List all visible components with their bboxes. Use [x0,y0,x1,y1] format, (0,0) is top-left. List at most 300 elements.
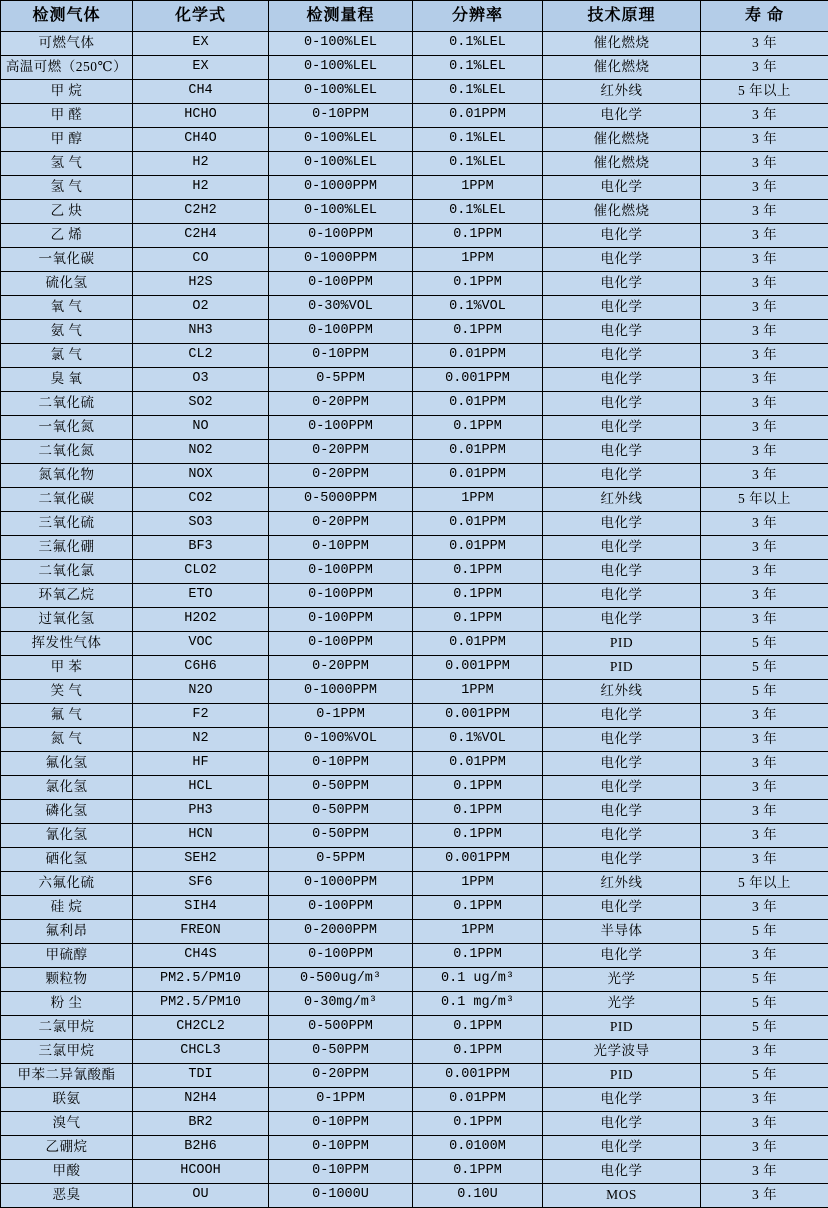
cell-formula: C2H4 [133,224,269,248]
cell-life: 3 年 [701,1184,828,1208]
cell-range: 0-5PPM [269,848,413,872]
cell-gas: 氯化氢 [1,776,133,800]
cell-life: 3 年 [701,584,828,608]
cell-principle: 电化学 [543,536,701,560]
cell-life: 3 年 [701,848,828,872]
cell-principle: 电化学 [543,584,701,608]
cell-formula: SO2 [133,392,269,416]
cell-range: 0-100PPM [269,608,413,632]
cell-principle: 光学 [543,992,701,1016]
table-row [1,224,828,248]
table-row [1,320,828,344]
cell-range: 0-100PPM [269,632,413,656]
table-row [1,1016,828,1040]
cell-formula: CH4O [133,128,269,152]
table-row [1,176,828,200]
cell-life: 3 年 [701,152,828,176]
cell-formula: HCN [133,824,269,848]
cell-gas: 过氧化氢 [1,608,133,632]
cell-resolution: 1PPM [413,920,543,944]
cell-formula: HF [133,752,269,776]
cell-principle: 电化学 [543,440,701,464]
table-row [1,128,828,152]
cell-formula: H2O2 [133,608,269,632]
cell-formula: SEH2 [133,848,269,872]
cell-resolution: 0.01PPM [413,440,543,464]
cell-gas: 臭 氧 [1,368,133,392]
cell-gas: 高温可燃（250℃） [1,56,133,80]
cell-resolution: 0.1 ug/m³ [413,968,543,992]
cell-formula: CO [133,248,269,272]
cell-principle: PID [543,1016,701,1040]
table-row [1,920,828,944]
table-row [1,416,828,440]
cell-resolution: 0.01PPM [413,392,543,416]
cell-principle: 电化学 [543,560,701,584]
cell-gas: 联氨 [1,1088,133,1112]
cell-gas: 二氧化碳 [1,488,133,512]
cell-range: 0-2000PPM [269,920,413,944]
table-row [1,392,828,416]
cell-life: 3 年 [701,440,828,464]
cell-life: 5 年 [701,968,828,992]
cell-gas: 挥发性气体 [1,632,133,656]
cell-life: 3 年 [701,704,828,728]
cell-formula: CH4S [133,944,269,968]
cell-gas: 磷化氢 [1,800,133,824]
table-row [1,344,828,368]
table-row [1,464,828,488]
cell-gas: 氢 气 [1,152,133,176]
cell-formula: N2 [133,728,269,752]
cell-range: 0-100PPM [269,584,413,608]
cell-range: 0-30%VOL [269,296,413,320]
cell-range: 0-10PPM [269,344,413,368]
table-row [1,368,828,392]
cell-life: 3 年 [701,416,828,440]
cell-principle: 电化学 [543,896,701,920]
cell-formula: NH3 [133,320,269,344]
table-row [1,80,828,104]
cell-life: 3 年 [701,1088,828,1112]
cell-gas: 二氧化氯 [1,560,133,584]
cell-resolution: 0.1%LEL [413,80,543,104]
cell-principle: 电化学 [543,848,701,872]
cell-range: 0-100PPM [269,272,413,296]
cell-principle: 电化学 [543,1136,701,1160]
cell-principle: PID [543,632,701,656]
cell-resolution: 0.10U [413,1184,543,1208]
cell-gas: 可燃气体 [1,32,133,56]
cell-life: 5 年以上 [701,80,828,104]
table-row [1,752,828,776]
cell-gas: 二氧化氮 [1,440,133,464]
table-row [1,704,828,728]
cell-range: 0-50PPM [269,776,413,800]
cell-formula: EX [133,56,269,80]
cell-formula: B2H6 [133,1136,269,1160]
cell-range: 0-20PPM [269,440,413,464]
cell-gas: 乙 烯 [1,224,133,248]
cell-principle: 电化学 [543,728,701,752]
cell-gas: 氮氧化物 [1,464,133,488]
cell-range: 0-1000PPM [269,248,413,272]
cell-gas: 三氟化硼 [1,536,133,560]
cell-formula: H2 [133,176,269,200]
cell-gas: 硫化氢 [1,272,133,296]
cell-formula: OU [133,1184,269,1208]
table-row [1,872,828,896]
cell-gas: 环氧乙烷 [1,584,133,608]
table-row [1,152,828,176]
cell-formula: NO [133,416,269,440]
cell-life: 3 年 [701,944,828,968]
cell-formula: BR2 [133,1112,269,1136]
cell-formula: HCL [133,776,269,800]
table-row [1,512,828,536]
cell-gas: 二氧化硫 [1,392,133,416]
cell-formula: CH2CL2 [133,1016,269,1040]
cell-principle: 红外线 [543,680,701,704]
table-body [1,32,828,1208]
cell-gas: 氮 气 [1,728,133,752]
cell-life: 3 年 [701,344,828,368]
cell-formula: NOX [133,464,269,488]
cell-formula: PM2.5/PM10 [133,968,269,992]
cell-principle: 催化燃烧 [543,32,701,56]
cell-formula: PM2.5/PM10 [133,992,269,1016]
table-row [1,1160,828,1184]
cell-formula: SF6 [133,872,269,896]
cell-range: 0-100PPM [269,416,413,440]
cell-gas: 恶臭 [1,1184,133,1208]
cell-resolution: 0.1%VOL [413,296,543,320]
cell-life: 5 年以上 [701,872,828,896]
cell-life: 3 年 [701,536,828,560]
cell-life: 3 年 [701,1160,828,1184]
cell-resolution: 0.1PPM [413,1016,543,1040]
table-row [1,992,828,1016]
cell-life: 5 年 [701,680,828,704]
cell-formula: SO3 [133,512,269,536]
column-header-formula: 化学式 [133,1,269,32]
cell-gas: 乙硼烷 [1,1136,133,1160]
table-row [1,608,828,632]
cell-gas: 甲硫醇 [1,944,133,968]
cell-life: 3 年 [701,32,828,56]
cell-principle: 电化学 [543,800,701,824]
cell-range: 0-100%LEL [269,32,413,56]
cell-principle: 电化学 [543,704,701,728]
cell-gas: 一氧化碳 [1,248,133,272]
table-row [1,104,828,128]
cell-principle: 电化学 [543,824,701,848]
cell-resolution: 0.1PPM [413,608,543,632]
cell-resolution: 0.01PPM [413,512,543,536]
cell-principle: 电化学 [543,1088,701,1112]
cell-resolution: 0.01PPM [413,536,543,560]
cell-resolution: 0.1%LEL [413,200,543,224]
cell-principle: 光学 [543,968,701,992]
cell-range: 0-100%LEL [269,56,413,80]
cell-range: 0-20PPM [269,512,413,536]
cell-range: 0-20PPM [269,464,413,488]
cell-gas: 甲 醛 [1,104,133,128]
cell-resolution: 0.001PPM [413,368,543,392]
table-row [1,296,828,320]
cell-formula: ETO [133,584,269,608]
cell-resolution: 0.1PPM [413,824,543,848]
cell-formula: CL2 [133,344,269,368]
cell-gas: 氟化氢 [1,752,133,776]
cell-formula: C6H6 [133,656,269,680]
cell-life: 3 年 [701,200,828,224]
cell-formula: PH3 [133,800,269,824]
cell-life: 3 年 [701,296,828,320]
cell-life: 3 年 [701,56,828,80]
cell-range: 0-30mg/m³ [269,992,413,1016]
column-header-range: 检测量程 [269,1,413,32]
cell-life: 5 年 [701,1064,828,1088]
cell-resolution: 1PPM [413,176,543,200]
cell-resolution: 0.001PPM [413,704,543,728]
cell-principle: 电化学 [543,776,701,800]
cell-resolution: 0.1PPM [413,272,543,296]
cell-life: 5 年 [701,920,828,944]
table-row [1,632,828,656]
cell-gas: 甲 苯 [1,656,133,680]
cell-formula: FREON [133,920,269,944]
table-row [1,1040,828,1064]
column-header-gas: 检测气体 [1,1,133,32]
table-row [1,680,828,704]
cell-formula: HCHO [133,104,269,128]
cell-formula: SIH4 [133,896,269,920]
table-row [1,1088,828,1112]
cell-gas: 乙 炔 [1,200,133,224]
cell-gas: 一氧化氮 [1,416,133,440]
cell-resolution: 0.1PPM [413,320,543,344]
cell-range: 0-20PPM [269,392,413,416]
cell-formula: F2 [133,704,269,728]
cell-formula: N2H4 [133,1088,269,1112]
cell-gas: 六氟化硫 [1,872,133,896]
table-row [1,440,828,464]
cell-range: 0-1000PPM [269,872,413,896]
cell-life: 3 年 [701,272,828,296]
cell-gas: 甲苯二异氰酸酯 [1,1064,133,1088]
cell-life: 3 年 [701,320,828,344]
cell-life: 5 年 [701,1016,828,1040]
table-row [1,824,828,848]
table-row [1,536,828,560]
table-row [1,200,828,224]
cell-life: 3 年 [701,224,828,248]
cell-resolution: 0.01PPM [413,632,543,656]
table-header-row [1,1,828,32]
cell-resolution: 0.1%LEL [413,152,543,176]
cell-gas: 二氯甲烷 [1,1016,133,1040]
cell-principle: 电化学 [543,104,701,128]
cell-formula: EX [133,32,269,56]
cell-range: 0-50PPM [269,1040,413,1064]
cell-principle: 电化学 [543,944,701,968]
cell-range: 0-20PPM [269,656,413,680]
cell-resolution: 0.01PPM [413,1088,543,1112]
cell-life: 3 年 [701,608,828,632]
cell-resolution: 0.1PPM [413,896,543,920]
column-header-life: 寿 命 [701,1,828,32]
cell-life: 3 年 [701,248,828,272]
cell-gas: 三氧化硫 [1,512,133,536]
cell-principle: PID [543,1064,701,1088]
table-row [1,776,828,800]
cell-life: 3 年 [701,824,828,848]
cell-formula: N2O [133,680,269,704]
cell-range: 0-10PPM [269,1136,413,1160]
cell-life: 3 年 [701,1112,828,1136]
cell-resolution: 0.1PPM [413,776,543,800]
cell-life: 3 年 [701,368,828,392]
table-row [1,32,828,56]
cell-principle: MOS [543,1184,701,1208]
cell-range: 0-1000U [269,1184,413,1208]
cell-resolution: 0.1%LEL [413,128,543,152]
cell-range: 0-500PPM [269,1016,413,1040]
cell-principle: 电化学 [543,368,701,392]
cell-range: 0-5PPM [269,368,413,392]
cell-resolution: 0.1 mg/m³ [413,992,543,1016]
cell-life: 3 年 [701,896,828,920]
cell-resolution: 1PPM [413,248,543,272]
cell-range: 0-100%LEL [269,128,413,152]
cell-life: 3 年 [701,104,828,128]
cell-resolution: 0.1PPM [413,944,543,968]
cell-life: 5 年 [701,656,828,680]
cell-formula: VOC [133,632,269,656]
cell-gas: 氧 气 [1,296,133,320]
cell-resolution: 0.1PPM [413,560,543,584]
table-row [1,248,828,272]
cell-resolution: 1PPM [413,488,543,512]
cell-principle: PID [543,656,701,680]
cell-gas: 颗粒物 [1,968,133,992]
cell-gas: 溴气 [1,1112,133,1136]
cell-range: 0-100PPM [269,560,413,584]
cell-principle: 电化学 [543,176,701,200]
table-row [1,56,828,80]
cell-principle: 电化学 [543,512,701,536]
cell-principle: 电化学 [543,464,701,488]
cell-gas: 氯 气 [1,344,133,368]
cell-range: 0-100PPM [269,224,413,248]
cell-range: 0-500ug/m³ [269,968,413,992]
cell-formula: TDI [133,1064,269,1088]
cell-principle: 电化学 [543,344,701,368]
cell-life: 3 年 [701,512,828,536]
cell-gas: 硒化氢 [1,848,133,872]
cell-formula: CHCL3 [133,1040,269,1064]
cell-life: 5 年以上 [701,488,828,512]
cell-range: 0-10PPM [269,1160,413,1184]
table-row [1,848,828,872]
cell-resolution: 0.01PPM [413,344,543,368]
cell-principle: 电化学 [543,224,701,248]
cell-resolution: 0.1PPM [413,800,543,824]
cell-range: 0-1000PPM [269,680,413,704]
column-header-resolution: 分辨率 [413,1,543,32]
cell-principle: 电化学 [543,296,701,320]
cell-resolution: 0.1%LEL [413,56,543,80]
table-row [1,1112,828,1136]
cell-range: 0-1PPM [269,704,413,728]
cell-resolution: 0.1PPM [413,224,543,248]
cell-resolution: 0.01PPM [413,752,543,776]
cell-gas: 氰化氢 [1,824,133,848]
cell-resolution: 1PPM [413,872,543,896]
cell-principle: 电化学 [543,272,701,296]
table-row [1,656,828,680]
cell-range: 0-50PPM [269,824,413,848]
cell-gas: 氟利昂 [1,920,133,944]
table-row [1,272,828,296]
cell-resolution: 0.1%LEL [413,32,543,56]
cell-formula: O2 [133,296,269,320]
cell-range: 0-10PPM [269,536,413,560]
cell-resolution: 0.0100M [413,1136,543,1160]
cell-range: 0-1000PPM [269,176,413,200]
table-row [1,1064,828,1088]
cell-formula: H2S [133,272,269,296]
table-row [1,896,828,920]
cell-principle: 电化学 [543,1112,701,1136]
cell-principle: 催化燃烧 [543,128,701,152]
cell-life: 3 年 [701,1136,828,1160]
cell-formula: CO2 [133,488,269,512]
cell-resolution: 0.1PPM [413,1040,543,1064]
cell-life: 3 年 [701,464,828,488]
cell-formula: CH4 [133,80,269,104]
cell-resolution: 0.1%VOL [413,728,543,752]
cell-principle: 电化学 [543,392,701,416]
cell-life: 3 年 [701,800,828,824]
cell-resolution: 0.1PPM [413,584,543,608]
cell-life: 3 年 [701,728,828,752]
cell-principle: 电化学 [543,752,701,776]
cell-life: 3 年 [701,392,828,416]
cell-resolution: 0.01PPM [413,104,543,128]
cell-resolution: 0.1PPM [413,1160,543,1184]
cell-range: 0-10PPM [269,1112,413,1136]
cell-gas: 甲 醇 [1,128,133,152]
cell-principle: 电化学 [543,320,701,344]
cell-resolution: 0.001PPM [413,656,543,680]
table-row [1,584,828,608]
cell-gas: 氢 气 [1,176,133,200]
cell-resolution: 0.001PPM [413,1064,543,1088]
cell-range: 0-100%VOL [269,728,413,752]
cell-principle: 电化学 [543,248,701,272]
cell-formula: C2H2 [133,200,269,224]
cell-principle: 催化燃烧 [543,152,701,176]
cell-range: 0-1PPM [269,1088,413,1112]
table-row [1,968,828,992]
cell-principle: 光学波导 [543,1040,701,1064]
cell-principle: 红外线 [543,872,701,896]
cell-formula: CLO2 [133,560,269,584]
cell-principle: 半导体 [543,920,701,944]
table-row [1,560,828,584]
